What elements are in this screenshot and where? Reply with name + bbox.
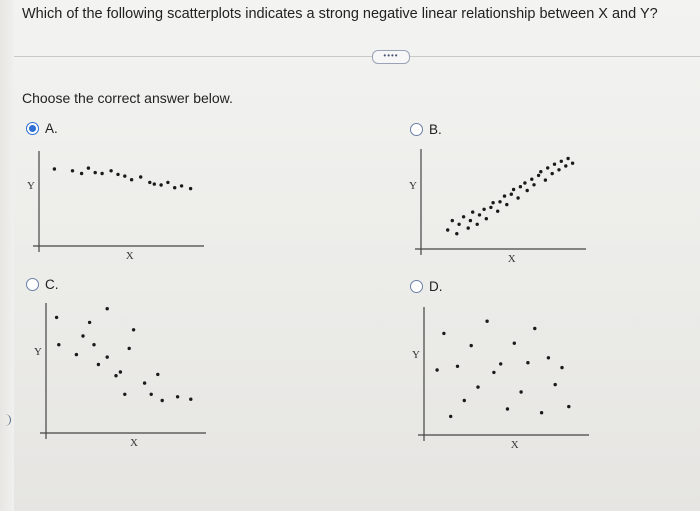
data-point	[189, 187, 192, 190]
scatterplot-c	[34, 293, 213, 453]
data-point	[564, 164, 567, 167]
radio-option-c[interactable]	[26, 278, 39, 291]
data-point	[519, 185, 522, 188]
data-point	[496, 210, 499, 213]
data-point	[539, 170, 542, 173]
data-point	[446, 228, 449, 231]
data-point	[510, 193, 513, 196]
left-edge	[0, 0, 14, 511]
option-b[interactable]	[410, 122, 442, 137]
data-point	[97, 363, 100, 366]
data-point	[114, 374, 117, 377]
data-point	[547, 356, 550, 359]
data-point	[455, 232, 458, 235]
data-point	[457, 223, 460, 226]
data-point	[491, 201, 494, 204]
y-axis-label: Y	[412, 349, 420, 362]
data-point	[492, 371, 495, 374]
data-point	[435, 368, 438, 371]
data-point	[143, 381, 146, 384]
data-point	[153, 182, 156, 185]
data-point	[159, 183, 162, 186]
data-point	[57, 343, 60, 346]
data-point	[516, 196, 519, 199]
data-point	[489, 206, 492, 209]
data-point	[119, 370, 122, 373]
data-point	[476, 223, 479, 226]
data-point	[94, 171, 97, 174]
data-point	[173, 186, 176, 189]
data-point	[519, 390, 522, 393]
data-point	[80, 172, 83, 175]
data-point	[189, 398, 192, 401]
scatterplot-d	[413, 295, 593, 452]
data-point	[88, 321, 91, 324]
option-d[interactable]	[410, 279, 443, 294]
option-c[interactable]	[26, 277, 59, 292]
y-axis-label: Y	[34, 346, 42, 358]
data-point	[148, 181, 151, 184]
data-point	[546, 166, 549, 169]
data-point	[553, 163, 556, 166]
data-point	[75, 353, 78, 356]
data-point	[485, 320, 488, 323]
data-point	[482, 208, 485, 211]
option-b-label: B.	[429, 122, 442, 137]
data-point	[470, 344, 473, 347]
data-point	[566, 157, 569, 160]
data-point	[87, 166, 90, 169]
divider	[14, 56, 700, 57]
data-point	[100, 172, 103, 175]
data-point	[503, 194, 506, 197]
data-point	[476, 385, 479, 388]
x-axis-label: X	[130, 437, 138, 449]
data-point	[526, 189, 529, 192]
data-point	[106, 355, 109, 358]
data-point	[478, 213, 481, 216]
data-point	[55, 316, 58, 319]
data-point	[485, 217, 488, 220]
x-axis-label: X	[510, 439, 519, 451]
data-point	[505, 203, 508, 206]
data-point	[456, 365, 459, 368]
option-a[interactable]	[26, 121, 58, 136]
data-point	[523, 181, 526, 184]
data-point	[557, 168, 560, 171]
x-axis-label: X	[507, 253, 516, 265]
data-point	[150, 393, 153, 396]
data-point	[109, 169, 112, 172]
data-point	[116, 173, 119, 176]
scatterplot-a	[27, 140, 210, 265]
data-point	[139, 175, 142, 178]
data-point	[53, 167, 56, 170]
data-point	[156, 373, 159, 376]
data-point	[123, 174, 126, 177]
data-point	[176, 395, 179, 398]
data-point	[551, 172, 554, 175]
data-point	[554, 383, 557, 386]
data-point	[180, 184, 183, 187]
x-axis-label: X	[125, 250, 134, 262]
question-text: Which of the following scatterplots indicates a strong negative linear relationship between X and Y?	[22, 6, 658, 22]
data-point	[506, 407, 509, 410]
data-point	[106, 307, 109, 310]
data-point	[544, 178, 547, 181]
data-point	[132, 328, 135, 331]
radio-option-d[interactable]	[410, 280, 423, 293]
data-point	[560, 160, 563, 163]
data-point	[449, 415, 452, 418]
y-axis-label: Y	[409, 180, 417, 192]
data-point	[463, 399, 466, 402]
data-point	[442, 332, 445, 335]
data-point	[498, 200, 501, 203]
data-point	[471, 210, 474, 213]
data-point	[513, 342, 516, 345]
data-point	[560, 366, 563, 369]
data-point	[533, 327, 536, 330]
data-point	[567, 405, 570, 408]
scatterplot-b	[409, 139, 594, 265]
data-point	[512, 188, 515, 191]
data-point	[526, 361, 529, 364]
data-point	[532, 183, 535, 186]
data-point	[92, 343, 95, 346]
data-point	[123, 393, 126, 396]
option-a-label: A.	[45, 121, 58, 136]
prompt-text: Choose the correct answer below.	[22, 90, 233, 106]
y-axis-label: Y	[27, 180, 35, 192]
data-point	[537, 174, 540, 177]
option-d-label: D.	[429, 279, 443, 294]
radio-option-a[interactable]	[26, 122, 39, 135]
data-point	[499, 362, 502, 365]
data-point	[166, 181, 169, 184]
data-point	[130, 178, 133, 181]
more-button[interactable]: ••••	[372, 50, 410, 64]
data-point	[462, 215, 465, 218]
data-point	[571, 162, 574, 165]
data-point	[161, 399, 164, 402]
data-point	[71, 169, 74, 172]
data-point	[81, 334, 84, 337]
data-point	[467, 226, 470, 229]
radio-option-b[interactable]	[410, 123, 423, 136]
data-point	[530, 178, 533, 181]
data-point	[451, 219, 454, 222]
data-point	[128, 347, 131, 350]
option-c-label: C.	[45, 277, 59, 292]
data-point	[540, 411, 543, 414]
data-point	[469, 219, 472, 222]
